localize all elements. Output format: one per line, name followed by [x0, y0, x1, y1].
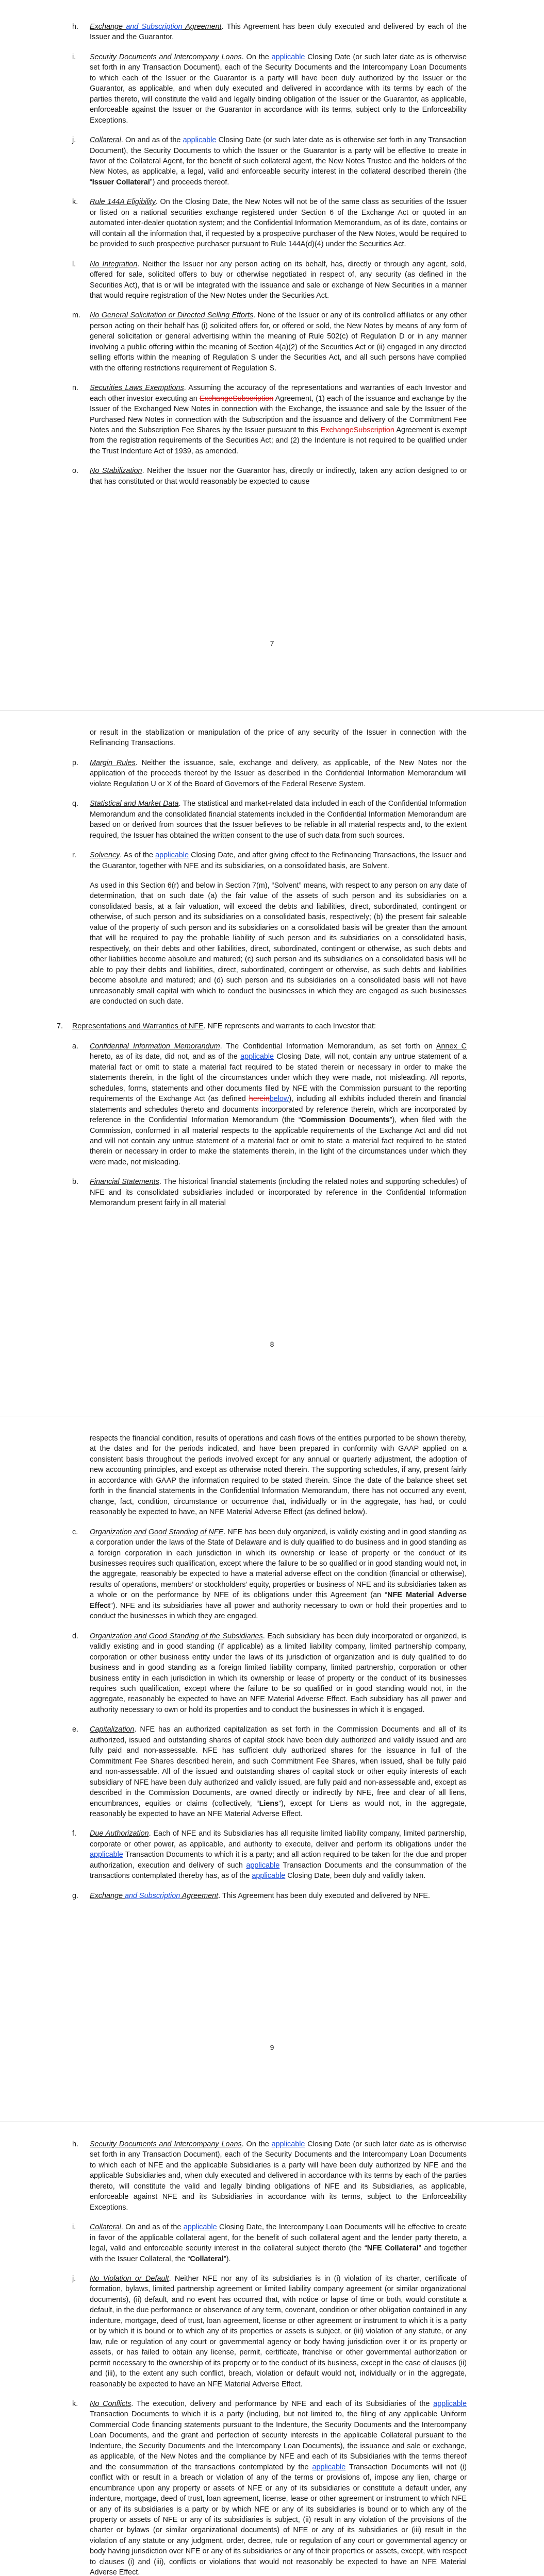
solvency-definition: As used in this Section 6(r) and below in Section 7(m), “Solvent” means, with respect to any person on any date of determination, that on such date (a) the fair value of the assets of such person and its subsidiaries on a consolidated basis, at a fair valuation, will exceed the debts and liabilities, direct, subordinated, contingent or otherwise, of such person and its subsidiaries on a consolidated basis, respectively; (b) the present fair saleable value of the property of such person and its subsidiaries on a consolidated basis will be greater than the amount that will be required to pay the probable liability of such person and its subsidiaries on a consolidated basis, respectively, on their debts and other liabilities, direct, subordinated, contingent or otherwise, as such debts and other liabilities become absolute and matured; (c) such person and its subsidiaries on a consolidated basis will be able to pay their debts and liabilities, direct, subordinated, contingent or otherwise, as such debts and liabilities become absolute and matured; and (d) such person and its subsidiaries on a consolidated basis will not have unreasonably small capital with which to conduct the businesses in which they are engaged as such businesses are conducted on such date.	[90, 881, 467, 1006]
page-2	[0, 727, 544, 1218]
clause-7k: k. No Conflicts. The execution, delivery and performance by NFE and each of its Subsidiaries of the applicable Transaction Documents to which it is a party (including, but not limited to, the filing of any applicable Uniform Commercial Code financing statements pursuant to the Indenture, the Security Documents and the Intercompany Loan Documents, and the grant and perfection of security interests in the applicable Collateral pursuant to the Indenture, the Security Documents and the Intercompany Loan Documents), the issuance and sale or exchange, as applicable, of the New Notes and the compliance by NFE and each of its Subsidiaries with the terms thereof and the consummation of the transactions contemplated by the applicable Transaction Documents will not (i) conflict with or result in a breach or violation of any of the terms or provisions of, impose any lien, charge or encumbrance upon any property or assets of NFE or any of its subsidiaries or constitute a default under, any indenture, mortgage, deed of trust, loan agreement, license, lease or other agreement or instrument to which NFE or any of its subsidiaries is a party or by which NFE or any of its subsidiaries is bound or to which any of the property or assets of NFE or any of its subsidiaries is subject, (ii) result in any violation of the provisions of the charter or bylaws (or similar organizational documents) of NFE or any of its subsidiaries or (iii) result in the violation of any statute or any judgment, order, decree, rule or regulation of any court or governmental agency or body having jurisdiction over NFE or any of its subsidiaries or any of their properties or assets, except, with respect to clauses (i) and (iii), conflicts or violations that would not reasonably be expected to have an NFE Material Adverse Effect.	[72, 2399, 467, 2576]
clause-7i: i. Collateral. On and as of the applicable Closing Date, the Intercompany Loan Documents will be effective to create in favor of the applicable collateral agent, for the benefit of such collateral agent and the lender party thereto, a legal, valid and enforceable security interest in the collateral subject thereto (the “NFE Collateral” and together with the Issuer Collateral, the “Collateral”).	[72, 2223, 467, 2263]
annex-link[interactable]: Annex C	[436, 1042, 467, 1050]
clause-7f: f. Due Authorization. Each of NFE and its Subsidiaries has all requisite limited liability company, limited partnership, corporate or other power, as applicable, and authority to execute, deliver and perform its obligations under the applicable Transaction Documents to which it is a party; and all action required to be taken for the due and proper authorization, execution and delivery of such applicable Transaction Documents and the consummation of the transactions contemplated thereby has, as of the applicable Closing Date, been duly and validly taken.	[72, 1829, 467, 1880]
section-7-heading: 7. Representations and Warranties of NFE. NFE represents and warrants to each Investor that:	[57, 1022, 376, 1031]
clause-h: h. Exchange and Subscription Agreement. This Agreement has been duly executed and delivered by each of the Issuer and the Guarantor.	[72, 23, 467, 42]
tracked-delete: ExchangeSubscription	[320, 426, 394, 434]
clause-l: l. No Integration. Neither the Issuer nor any person acting on its behalf, has, directly or through any agent, sold, offered for sale, solicited offers to buy or otherwise negotiated in respect of, any security (as defined in the Securities Act), that is or will be integrated with the issuance and sale or exchange of New Securities in a manner that would require registration of the New Notes under the Securities Act.	[72, 260, 467, 300]
continued-text: or result in the stabilization or manipulation of the price of any security of the Issuer in connection with the Refinancing Transactions.	[90, 728, 467, 748]
clause-r: r. Solvency. As of the applicable Closing Date, and after giving effect to the Refinancing Transactions, the Issuer and the Guarantor, together with NFE and its subsidiaries, on a consolidated basis, are Solvent.	[72, 851, 467, 870]
tracked-insert: applicable	[240, 1053, 274, 1061]
page-number: 8	[270, 1340, 274, 1348]
page-number: 9	[270, 2043, 274, 2052]
clause-7h: h. Security Documents and Intercompany Loans. On the applicable Closing Date (or such later date as is otherwise set forth in any Transaction Document), each of the Security Documents and the Intercompany Loan Documents to which each of NFE and the applicable Subsidiaries is a party will have been duly authorized by NFE and the applicable Subsidiaries and, when duly executed and delivered in accordance with its terms by each of the parties thereto, will constitute the valid and legally binding obligations of NFE and its Subsidiaries, as applicable, enforceable against NFE and its Subsidiaries in accordance with its terms, subject to the Enforceability Exceptions.	[72, 2140, 467, 2212]
page-4	[0, 2139, 544, 2576]
page-1	[0, 22, 544, 496]
clause-7e: e. Capitalization. NFE has an authorized capitalization as set forth in the Commission Documents and all of its authorized, issued and outstanding shares of capital stock have been duly authorized and validly issued and are fully paid and non-assessable. NFE has sufficient duly authorized shares for the issuance in full of the Commitment Fee Shares described herein, and such Commitment Fee Shares, when issued, shall be fully paid and non-assessable. All of the issued and outstanding shares of capital stock or other equity interests of each subsidiary of NFE have been duly authorized and validly issued, are fully paid and non-assessable and, except as described in the Commission Documents, are owned directly or indirectly by NFE, free and clear of all liens, encumbrances, equities or claims (collectively, “Liens”), except for Liens as would not, in the aggregate, reasonably be expected to have an NFE Material Adverse Effect.	[72, 1725, 467, 1818]
tracked-insert: applicable	[90, 1851, 123, 1859]
clause-7g: g. Exchange and Subscription Agreement. This Agreement has been duly executed and delivered by NFE.	[72, 1891, 430, 1900]
tracked-insert: applicable	[155, 851, 189, 860]
clause-m: m. No General Solicitation or Directed Selling Efforts. None of the Issuer or any of its controlled affiliates or any other person acting on their behalf has (i) solicited offers for, or offered or sold, the New Notes by means of any form of general solicitation or general advertising within the meaning of Rule 502(c) of Regulation D or in any manner involving a public offering within the meaning of Section 4(a)(2) of the Securities Act or (ii) engaged in any directed selling efforts within the meaning of Regulation S under the Securities Act, and all such persons have complied with the offering restrictions requirement of Regulation S.	[72, 311, 467, 372]
clause-o: o. No Stabilization. Neither the Issuer nor the Guarantor has, directly or indirectly, taken any action designed to or that has constituted or that would reasonably be expected to cause	[72, 467, 467, 486]
clause-7a: a. Confidential Information Memorandum. The Confidential Information Memorandum, as set forth on Annex C hereto, as of its date, did not, and as of the applicable Closing Date, will not, contain any untrue statement of a material fact or omit to state a material fact required to be stated therein or necessary in order to make the statements therein, in the light of the circumstances under which they were made, not misleading. All reports, schedules, forms, statements and other documents filed by NFE with the Commission pursuant to the reporting requirements of the Exchange Act (as defined hereinbelow), including all exhibits included therein and financial statements and schedules thereto and documents incorporated by reference therein, which are incorporated by reference in the Confidential Information Memorandum (the “Commission Documents”), when filed with the Commission, conformed in all material respects to the applicable requirements of the Exchange Act and did not and will not contain any untrue statement of a material fact or omit to state a material fact required to be stated therein or necessary in order to make the statements therein, in the light of the circumstances under which they were made, not misleading.	[72, 1042, 467, 1166]
clause-7d: d. Organization and Good Standing of the Subsidiaries. Each subsidiary has been duly incorporated or organized, is validly existing and in good standing (if applicable) as a limited liability company, limited partnership company, corporation or other business entity under the laws of its jurisdiction of organization and is duly qualified to do business and in good standing as a foreign limited liability company, limited partnership, corporation or other business entity in each jurisdiction in which its ownership or lease of property or the conduct of its businesses requires such qualification, except where the failure to be so qualified or in good standing would not, in the aggregate, reasonably be expected to have an NFE Material Adverse Effect. Each subsidiary has all power and authority necessary to own or hold its properties and to conduct the businesses in which it is engaged.	[72, 1632, 467, 1714]
tracked-insert: applicable	[183, 2223, 217, 2232]
tracked-insert: applicable	[183, 136, 217, 145]
clause-7j: j. No Violation or Default. Neither NFE nor any of its subsidiaries is in (i) violation of its charter, certificate of formation, bylaws, limited partnership agreement or limited liability company agreement (or similar organizational documents), (ii) default, and no event has occurred that, with notice or lapse of time or both, would constitute a default, in the due performance or observance of any term, covenant, condition or other obligation contained in any indenture, mortgage, deed of trust, loan agreement, license or other agreement or instrument to which it is a party or by which it is bound or to which any of its properties or assets is subject, or (iii) violation of any statute, or any law, rule or regulation of any court or governmental agency or body having jurisdiction over it or its property or assets, or has failed to obtain any license, permit, certificate, franchise or other governmental authorization or permit necessary to the ownership of its property or to the conduct of its business, except in the case of clauses (ii) and (iii), to the extent any such conflict, breach, violation or default would not, individually or in the aggregate, reasonably be expected to have an NFE Material Adverse Effect.	[72, 2274, 467, 2388]
tracked-insert: applicable	[271, 53, 305, 61]
clause-p: p. Margin Rules. Neither the issuance, sale, exchange and delivery, as applicable, of the New Notes nor the application of the proceeds thereof by the Issuer as described in the Confidential Information Memorandum will violate Regulation U or X of the Board of Governors of the Federal Reserve System.	[72, 758, 467, 788]
clause-q: q. Statistical and Market Data. The statistical and market-related data included in each of the Confidential Information Memorandum and the consolidated financial statements included in the Confidential Information Memorandum are based on or derived from sources that the Issuer believes to be reliable in all material respects and, to the extent required, the Issuer has obtained the written consent to the use of such data from such sources.	[72, 800, 467, 840]
tracked-insert: below	[269, 1095, 289, 1104]
tracked-delete: ExchangeSubscription	[200, 394, 274, 403]
page-number: 7	[270, 639, 274, 648]
tracked-insert: applicable	[252, 1872, 286, 1880]
clause-i: i. Security Documents and Intercompany Loans. On the applicable Closing Date (or such later date as is otherwise set forth in any Transaction Document), each of the Security Documents and the Intercompany Loan Documents to which each of the Issuer or the Guarantor is a party will have been duly authorized by the Issuer or the Guarantor, as applicable, and when duly executed and delivered in accordance with its terms by each of the parties thereto, will constitute the valid and legally binding obligation of the Issuer or the Guarantor, as applicable, enforceable against the Issuer or the Guarantor in accordance with its terms, subject only to the Enforceability Exceptions.	[72, 53, 467, 125]
clause-n: n. Securities Laws Exemptions. Assuming the accuracy of the representations and warranties of each Investor and each other investor executing an ExchangeSubscription Agreement, (1) each of the issuance and exchange by the Issuer of the Exchanged New Notes in connection with the Exchange, the issuance and sale by the Issuer of the Purchased New Notes in connection with the Subscription and the issuance and delivery of the Commitment Fee Notes and the Subscription Fee Shares by the Issuer pursuant to this ExchangeSubscription Agreement is exempt from the registration requirements of the Securities Act; and (2) the Indenture is not required to be qualified under the Trust Indenture Act of 1939, as amended.	[72, 384, 467, 455]
clause-7c: c. Organization and Good Standing of NFE. NFE has been duly organized, is validly existing and in good standing as a corporation under the laws of the State of Delaware and is duly qualified to do business and in good standing as a foreign corporation in each jurisdiction in which its ownership or lease of property or the conduct of its businesses requires such qualification, except where the failure to be so qualified or in good standing would not, in the aggregate, reasonably be expected to have a material adverse effect on the condition (financial or otherwise), results of operations, members’ or stockholders’ equity, properties or business of NFE and its subsidiaries taken as a whole or on the performance by NFE of its obligations under this Agreement (an “NFE Material Adverse Effect”). NFE and its subsidiaries have all power and authority necessary to own or hold their properties and to conduct the businesses in which they are engaged.	[72, 1528, 467, 1621]
tracked-insert: applicable	[246, 1861, 280, 1870]
tracked-insert: applicable	[312, 2463, 346, 2471]
clause-title: Exchange and Subscription Agreement	[90, 23, 222, 31]
clause-7b: b. Financial Statements. The historical financial statements (including the related notes and supporting schedules) of NFE and its consolidated subsidiaries included or incorporated by reference in the Confidential Information Memorandum present fairly in all material	[72, 1178, 467, 1208]
clause-j: j. Collateral. On and as of the applicable Closing Date (or such later date as is otherwise set forth in any Transaction Document), the Security Documents to which the Issuer or the Guarantor is a party will be effective to create in favor of the Collateral Agent, for the benefit of such collateral agent, the New Notes Trustee and the holders of the New Notes, as applicable, a legal, valid and enforceable security interest in the collateral described therein (the “Issuer Collateral”) and proceeds thereof.	[72, 136, 467, 187]
page-3	[0, 1433, 544, 1910]
tracked-insert: applicable	[433, 2399, 467, 2408]
tracked-delete: herein	[249, 1095, 270, 1104]
clause-k: k. Rule 144A Eligibility. On the Closing Date, the New Notes will not be of the same class as securities of the Issuer or listed on a national securities exchange registered under Section 6 of the Exchange Act or quoted in an automated inter-dealer quotation system; and the Confidential Information Memorandum, as of its date, contains or will contain all the information that, if requested by a prospective purchaser of the New Notes, would be required to be provided to such prospective purchaser pursuant to Rule 144A(d)(4) under the Securities Act.	[72, 198, 467, 249]
continued-text: respects the financial condition, results of operations and cash flows of the entities purported to be shown thereby, at the dates and for the periods indicated, and have been prepared in conformity with GAAP applied on a consistent basis throughout the periods involved except for any annual or quarterly adjustment, the adoption of new accounting principles, and except as otherwise noted therein. The supporting schedules, if any, present fairly in accordance with GAAP the information required to be stated therein. Since the date of the balance sheet set forth in the financial statements in the Confidential Information Memorandum, there has not occurred any event, change, fact, condition, circumstance or occurrence that, individually or in the aggregate, has had, or could reasonably be expected to have, an NFE Material Adverse Effect (as defined below).	[90, 1434, 467, 1517]
tracked-insert: applicable	[271, 2140, 305, 2148]
